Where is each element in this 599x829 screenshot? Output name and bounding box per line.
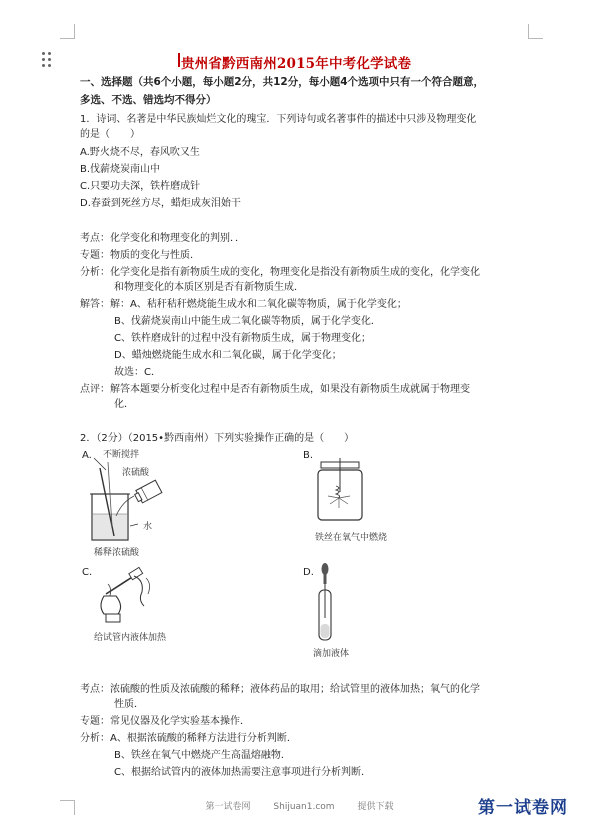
fig-a-acid-label: 浓硫酸 [122,468,150,478]
q1-stem: 的是（ ） [80,129,140,140]
q1-option-c: C.只要功夫深，铁杵磨成针 [80,181,201,192]
q2-fenxi: B、铁丝在氧气中燃烧产生高温熔融物． [114,750,291,761]
fig-d-letter: D. [303,567,314,578]
q1-dianping: 点评：解答本题要分析变化过程中是否有新物质生成，如果没有新物质生成就属于物理变 [80,384,470,395]
dilute-sulfuric-acid-figure [82,456,178,548]
q1-kaodian: 考点：化学变化和物理变化的判别．． [80,233,245,244]
text-cursor [178,53,180,67]
q1-option-b: B.伐薪烧炭南山中 [80,164,161,175]
q1-zhuanti: 专题：物质的变化与性质． [80,250,200,261]
q1-jieda: C、铁杵磨成针的过程中没有新物质生成，属于物理变化； [114,333,371,344]
q1-dianping: 化． [114,399,134,410]
footer-site-name: 第一试卷网 [205,802,251,812]
iron-wire-burning-figure [312,456,368,524]
fig-a-caption: 稀释浓硫酸 [94,548,140,558]
q1-jieda: 解答：解：A、秸秆秸秆燃烧能生成水和二氧化碳等物质，属于化学变化； [80,299,407,310]
heat-test-tube-figure [88,566,158,628]
fig-c-letter: C. [82,567,93,578]
fig-a-stir-label: 不断搅拌 [103,450,140,460]
q2-stem: 2．（2分）（2015•黔西南州）下列实验操作正确的是（ ） [80,433,355,444]
q2-zhuanti: 专题：常见仪器及化学实验基本操作． [80,716,250,727]
section-heading-line: 多选、不选、错选均不得分） [80,94,217,106]
dropping-liquid-figure [312,562,338,644]
footer-download-text: 提供下载 [357,802,394,812]
footer-site-url[interactable]: Shijuan1.com [273,802,335,812]
q1-option-d: D.春蚕到死丝方尽，蜡炬成灰泪始干 [80,198,241,209]
q1-stem: 1．诗词、名著是中华民族灿烂文化的瑰宝．下列诗句或名著事件的描述中只涉及物理变化 [80,114,477,125]
q1-fenxi: 和物理变化的本质区别是否有新物质生成． [114,282,304,293]
fig-b-letter: B. [303,450,314,461]
fig-c-caption: 给试管内液体加热 [94,633,167,643]
fig-b-caption: 铁丝在氧气中燃烧 [315,533,388,543]
drag-handle-icon[interactable] [42,52,54,70]
fig-a-water-label: 水 [143,522,153,532]
page-title: 贵州省黔西南州2015年中考化学试卷 [181,56,412,72]
q2-kaodian: 考点：浓硫酸的性质及浓硫酸的稀释；液体药品的取用；给试管里的液体加热；氧气的化学 [80,684,480,695]
brand-watermark-logo: 第一试卷网 [478,798,568,818]
section-heading-line: 一、选择题（共6个小题，每小题2分，共12分，每小题4个选项中只有一个符合题意， [80,76,485,88]
q2-kaodian: 性质． [114,699,144,710]
q2-fenxi: C、根据给试管内的液体加热需要注意事项进行分析判断． [114,767,371,778]
page-corner-mark [60,24,75,39]
q2-fenxi: 分析：A、根据浓硫酸的稀释方法进行分析判断． [80,733,297,744]
fig-a-letter: A. [82,450,92,461]
fig-d-caption: 滴加液体 [313,649,350,659]
q1-jieda: D、蜡烛燃烧能生成水和二氧化碳，属于化学变化； [114,350,342,361]
q1-jieda: 故选：C． [114,367,161,378]
q1-option-a: A.野火烧不尽，春风吹又生 [80,147,200,158]
q1-fenxi: 分析：化学变化是指有新物质生成的变化，物理变化是指没有新物质生成的变化，化学变化 [80,267,480,278]
q1-jieda: B、伐薪烧炭南山中能生成二氧化碳等物质，属于化学变化． [114,316,381,327]
page-corner-mark [528,24,543,39]
